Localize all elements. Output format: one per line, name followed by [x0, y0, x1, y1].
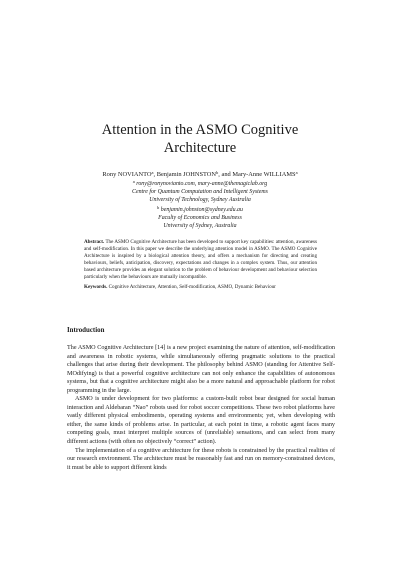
abstract-block [84, 239, 317, 291]
affiliation-line: University of Sydney, Australia [163, 223, 237, 229]
author-name: Benjamin JOHNSTON [156, 171, 217, 178]
abstract-label: Abstract. [84, 239, 105, 245]
affiliation-a-emails [70, 178, 330, 188]
affiliation-line: Centre for Quantum Computation and Intelligent Systems [132, 189, 268, 195]
author-separator: , [153, 171, 157, 178]
title-line-2: Architecture [163, 140, 237, 156]
author-name: Mary-Anne WILLIAMS [232, 171, 296, 178]
keywords-paragraph [84, 284, 317, 291]
author-separator: , and [218, 171, 233, 178]
keywords-text: Cognitive Architecture, Attention, Self-modification, ASMO, Dynamic Behaviour [108, 283, 276, 290]
email-text: benjamin.johnston@sydney.edu.au [160, 207, 243, 213]
body-paragraph: ASMO is under development for two platforms: a custom-built robot bear designed for social human interaction and Aldebaran “Nao” robots used for robot soccer competitions. These two robot platforms have vastly different physical embodiments, operating systems and environments; yet, when developing with either, the same kinds of problems arise. In particular, at each point in time, a robotic agent faces many competing goals, must interpret multiple sources of (unreliable) sensations, and can select from many different actions (with often no objectively “correct” action). [67, 396, 335, 446]
affiliations-block [70, 178, 330, 230]
title-line-1: Attention in the ASMO Cognitive [101, 122, 299, 138]
affiliation-line: University of Technology, Sydney Australia [149, 197, 251, 203]
abstract-text: The ASMO Cognitive Architecture has been developed to support key capabilities: attention, awareness and self-modification. In this paper we describe the underlying attention model in ASMO. The ASMO Cognitive Architecture is inspired by a biological attention theory, and offers a mechanism for directing and creating behaviours, beliefs, anticipation, discovery, expectations and changes in a complex system. Thus, our attention based architecture provides an elegant solution to the problem of behaviour development and behaviour selection particularly when the behaviours are mutually incompatible. [84, 239, 317, 280]
affiliation-marker: b [216, 170, 219, 175]
affiliation-line: Faculty of Economics and Business [158, 215, 242, 221]
introduction-body [67, 344, 335, 472]
affiliation-marker: a [151, 170, 154, 175]
paper-title [40, 121, 360, 157]
abstract-paragraph [84, 239, 317, 281]
author-name: Rony NOVIANTO [102, 171, 152, 178]
section-heading: Introduction [67, 327, 105, 334]
affiliation-marker: a [295, 170, 298, 175]
affiliation-marker: b [157, 205, 160, 210]
body-paragraph: The implementation of a cognitive architecture for these robots is constrained by the practical realities of our research environment. The architecture must be reasonably fast and run on memory-constrained devices, it must be able to support different kinds [67, 447, 335, 471]
affiliation-b-email [70, 204, 330, 214]
body-paragraph: The ASMO Cognitive Architecture [14] is a new project examining the nature of attention, self-modification and awareness in robotic systems, while simultaneously offering pragmatic solutions to the practical challenges that arise during their development. The philosophy behind ASMO (standing for Attentive Self-MOdifying) is that a powerful cognitive architecture can not only enhance the capabilities of autonomous systems, but that a cognitive architecture might also be a more natural and approachable platform for robot programming in the large. [67, 345, 335, 394]
keywords-label: Keywords. [84, 283, 108, 290]
email-text: rony@ronynovianto.com, mary-anne@themagiclab.org [136, 181, 268, 187]
affiliation-marker: a [132, 179, 135, 184]
